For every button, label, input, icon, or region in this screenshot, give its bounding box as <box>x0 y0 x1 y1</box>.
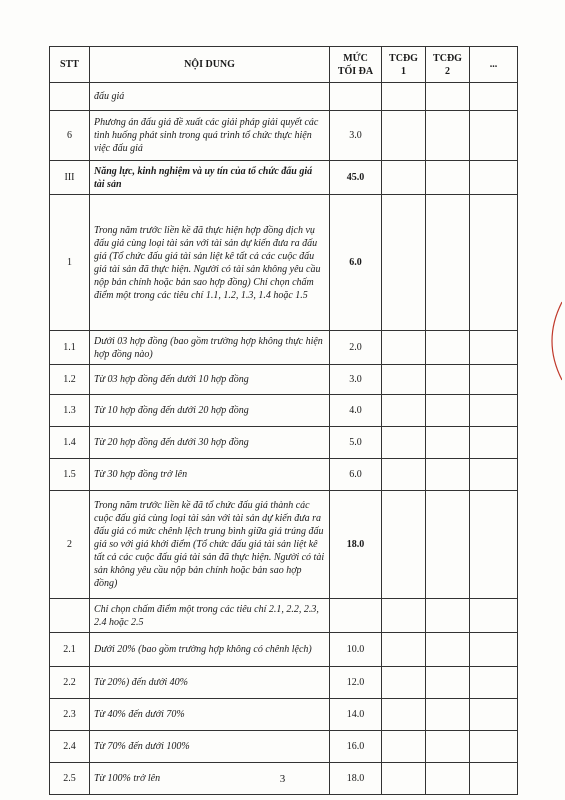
row-max-score: 6.0 <box>330 459 382 491</box>
row-content: Trong năm trước liền kề đã thực hiện hợp đồng dịch vụ đấu giá cùng loại tài sản với tài sản dự kiến đưa ra đấu giá (Tổ chức đấu giá tài sản liệt kê tất cả các cuộc đấu giá tài sản đã thực hiện. Người có tài sản không yêu cầu nộp bản chính hoặc bản sao hợp đồng) Chỉ chọn chấm điểm một trong các tiêu chí 1.1, 1.2, 1.3, 1.4 hoặc 1.5 <box>90 195 330 331</box>
more-cell <box>470 395 518 427</box>
more-cell <box>470 111 518 161</box>
header-tcdg1: TCĐG 1 <box>382 47 426 83</box>
tcdg2-cell <box>426 667 470 699</box>
tcdg1-cell <box>382 667 426 699</box>
row-stt: III <box>50 161 90 195</box>
tcdg1-cell <box>382 633 426 667</box>
row-max-score <box>330 599 382 633</box>
row-max-score: 3.0 <box>330 111 382 161</box>
row-max-score: 12.0 <box>330 667 382 699</box>
row-content: Trong năm trước liền kề đã tổ chức đấu giá thành các cuộc đấu giá cùng loại tài sản với tài sản dự kiến đưa ra đấu giá có mức chênh lệch trung bình giữa giá trúng đấu giá so với giá khởi điểm (Tổ chức đấu giá tài sản liệt kê tất cả các cuộc đấu giá tài sản đã thực hiện. Người có tài sản không yêu cầu nộp bản chính hoặc bản sao hợp đồng) <box>90 491 330 599</box>
row-stt: 2.4 <box>50 731 90 763</box>
tcdg2-cell <box>426 633 470 667</box>
row-stt: 1.2 <box>50 365 90 395</box>
header-row <box>50 47 518 83</box>
more-cell <box>470 365 518 395</box>
row-stt <box>50 599 90 633</box>
page-number: 3 <box>279 773 286 785</box>
tcdg2-cell <box>426 699 470 731</box>
row-content: Từ 03 hợp đồng đến dưới 10 hợp đồng <box>90 365 330 395</box>
row-stt: 2.2 <box>50 667 90 699</box>
tcdg1-cell <box>382 459 426 491</box>
more-cell <box>470 331 518 365</box>
row-max-score: 14.0 <box>330 699 382 731</box>
header-stt: STT <box>50 47 90 83</box>
tcdg2-cell <box>426 491 470 599</box>
more-cell <box>470 459 518 491</box>
stamp-fragment <box>540 300 562 382</box>
tcdg1-cell <box>382 427 426 459</box>
row-max-score: 18.0 <box>330 763 382 795</box>
row-stt: 1 <box>50 195 90 331</box>
header-muc-toi-da: MỨC TỐI ĐA <box>330 47 382 83</box>
row-stt: 1.3 <box>50 395 90 427</box>
row-content: Chỉ chọn chấm điểm một trong các tiêu chí 2.1, 2.2, 2.3, 2.4 hoặc 2.5 <box>90 599 330 633</box>
row-content: Từ 10 hợp đồng đến dưới 20 hợp đồng <box>90 395 330 427</box>
more-cell <box>470 161 518 195</box>
table-row <box>50 599 518 633</box>
tcdg1-cell <box>382 111 426 161</box>
header-more: ... <box>470 47 518 83</box>
scoring-table <box>49 46 518 795</box>
more-cell <box>470 599 518 633</box>
row-stt: 2.5 <box>50 763 90 795</box>
row-content: Từ 100% trở lên <box>90 763 330 795</box>
header-noi-dung: NỘI DUNG <box>90 47 330 83</box>
row-content: Từ 70% đến dưới 100% <box>90 731 330 763</box>
table-row <box>50 667 518 699</box>
table-row <box>50 331 518 365</box>
row-content: đấu giá <box>90 83 330 111</box>
row-stt: 1.5 <box>50 459 90 491</box>
table-row <box>50 699 518 731</box>
table-row <box>50 491 518 599</box>
row-stt: 2 <box>50 491 90 599</box>
row-max-score: 10.0 <box>330 633 382 667</box>
more-cell <box>470 667 518 699</box>
row-max-score <box>330 83 382 111</box>
tcdg1-cell <box>382 491 426 599</box>
table-row <box>50 633 518 667</box>
tcdg1-cell <box>382 195 426 331</box>
tcdg2-cell <box>426 331 470 365</box>
tcdg2-cell <box>426 365 470 395</box>
more-cell <box>470 633 518 667</box>
row-content: Từ 30 hợp đồng trở lên <box>90 459 330 491</box>
row-content: Từ 40% đến dưới 70% <box>90 699 330 731</box>
row-stt: 1.1 <box>50 331 90 365</box>
row-content: Dưới 20% (bao gồm trường hợp không có chênh lệch) <box>90 633 330 667</box>
row-stt: 2.1 <box>50 633 90 667</box>
more-cell <box>470 427 518 459</box>
tcdg1-cell <box>382 731 426 763</box>
table-row <box>50 83 518 111</box>
table-row <box>50 459 518 491</box>
table-row <box>50 195 518 331</box>
row-stt: 2.3 <box>50 699 90 731</box>
row-max-score: 16.0 <box>330 731 382 763</box>
tcdg2-cell <box>426 195 470 331</box>
table-row <box>50 395 518 427</box>
row-stt: 6 <box>50 111 90 161</box>
row-max-score: 5.0 <box>330 427 382 459</box>
row-content: Từ 20 hợp đồng đến dưới 30 hợp đồng <box>90 427 330 459</box>
table-row <box>50 365 518 395</box>
more-cell <box>470 699 518 731</box>
row-max-score: 6.0 <box>330 195 382 331</box>
row-max-score: 45.0 <box>330 161 382 195</box>
table-row <box>50 427 518 459</box>
row-content: Dưới 03 hợp đồng (bao gồm trường hợp không thực hiện hợp đồng nào) <box>90 331 330 365</box>
tcdg2-cell <box>426 111 470 161</box>
table-row <box>50 161 518 195</box>
row-max-score: 2.0 <box>330 331 382 365</box>
row-stt <box>50 83 90 111</box>
tcdg1-cell <box>382 365 426 395</box>
more-cell <box>470 83 518 111</box>
more-cell <box>470 491 518 599</box>
tcdg2-cell <box>426 599 470 633</box>
table-row <box>50 731 518 763</box>
row-max-score: 3.0 <box>330 365 382 395</box>
tcdg2-cell <box>426 395 470 427</box>
more-cell <box>470 195 518 331</box>
tcdg1-cell <box>382 699 426 731</box>
tcdg2-cell <box>426 161 470 195</box>
more-cell <box>470 731 518 763</box>
header-tcdg2: TCĐG 2 <box>426 47 470 83</box>
row-stt: 1.4 <box>50 427 90 459</box>
tcdg2-cell <box>426 731 470 763</box>
tcdg1-cell <box>382 395 426 427</box>
tcdg1-cell <box>382 83 426 111</box>
row-content: Năng lực, kinh nghiệm và uy tín của tổ chức đấu giá tài sản <box>90 161 330 195</box>
row-content: Phương án đấu giá đề xuất các giải pháp giải quyết các tình huống phát sinh trong quá trình tổ chức thực hiện việc đấu giá <box>90 111 330 161</box>
tcdg2-cell <box>426 459 470 491</box>
row-max-score: 4.0 <box>330 395 382 427</box>
tcdg2-cell <box>426 427 470 459</box>
tcdg2-cell <box>426 83 470 111</box>
tcdg1-cell <box>382 331 426 365</box>
row-content: Từ 20%) đến dưới 40% <box>90 667 330 699</box>
table-row <box>50 111 518 161</box>
tcdg1-cell <box>382 599 426 633</box>
row-max-score: 18.0 <box>330 491 382 599</box>
tcdg1-cell <box>382 161 426 195</box>
